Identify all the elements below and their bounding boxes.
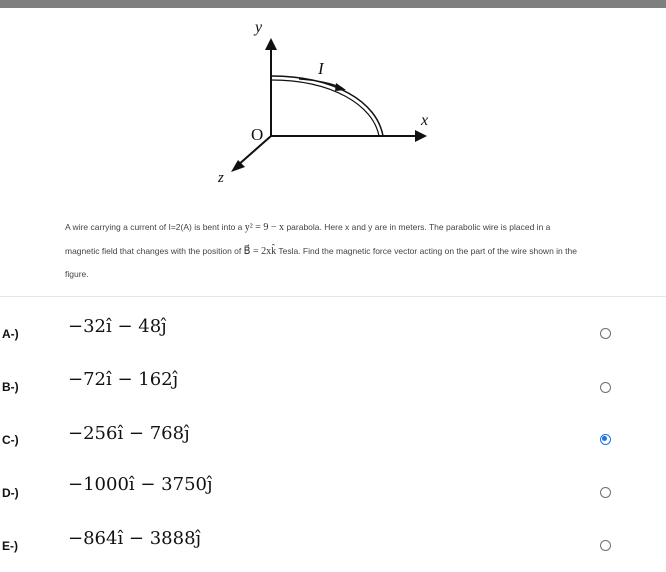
current-label: I (318, 59, 324, 78)
option-c-answer[interactable]: −256î − 768ĵ (68, 423, 190, 444)
y-axis-arrow (265, 38, 277, 50)
wire-figure (205, 12, 450, 192)
option-b-answer[interactable]: −72î − 162ĵ (68, 369, 179, 390)
top-bar (0, 0, 666, 8)
option-a-radio[interactable] (600, 328, 611, 339)
question-part3: Tesla. Find the magnetic force vector acting on the part of the wire shown in the figure. (65, 245, 577, 279)
question-part1: A wire carrying a current of I=2(A) is bent into a (65, 222, 243, 232)
x-axis-arrow (415, 130, 427, 142)
option-d-label: D-) (2, 486, 19, 500)
parabolic-wire (271, 76, 383, 136)
y-axis-label: y (255, 19, 263, 36)
option-e-radio[interactable] (600, 540, 611, 551)
origin-label: O (251, 125, 264, 144)
divider (0, 296, 666, 297)
option-c-label: C-) (2, 433, 19, 447)
field-equation: B⃗ = 2xk̂ (243, 245, 277, 257)
question-text (65, 216, 585, 286)
option-d-answer[interactable]: −1000î − 3750ĵ (68, 474, 213, 495)
current-arrowhead (335, 83, 346, 91)
parabola-equation: y² = 9 − x (244, 222, 285, 233)
x-axis-label: x (421, 112, 429, 129)
option-b-label: B-) (2, 380, 19, 394)
option-b-radio[interactable] (600, 382, 611, 393)
option-c-radio[interactable] (600, 434, 611, 445)
parabolic-wire-inner (271, 80, 379, 136)
option-a-answer[interactable]: −32î − 48ĵ (68, 316, 167, 337)
option-d-radio[interactable] (600, 487, 611, 498)
option-a-label: A-) (2, 327, 19, 341)
option-e-label: E-) (2, 539, 18, 553)
question-part2: parabola. Here x and y are in meters. The parabolic wire is placed in a magnetic field that changes with the position of (65, 222, 551, 256)
z-axis-label: z (218, 170, 224, 186)
option-e-answer[interactable]: −864î − 3888ĵ (68, 528, 202, 549)
